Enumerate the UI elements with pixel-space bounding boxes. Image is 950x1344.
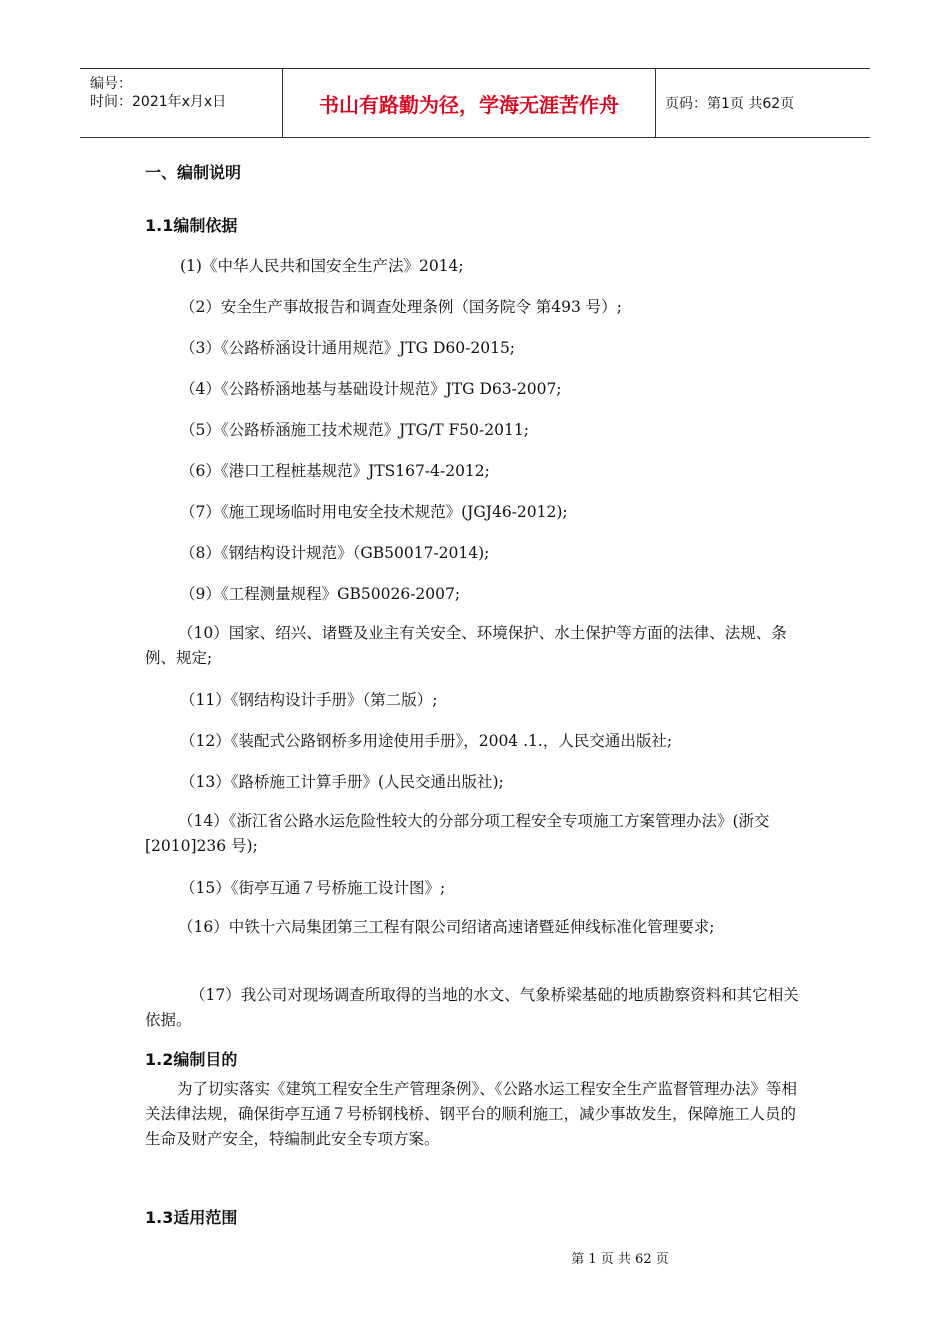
basis-item: （17）我公司对现场调查所取得的当地的水文、气象桥梁基础的地质勘察资料和其它相关依据。 xyxy=(145,986,799,1029)
basis-item: （16）中铁十六局集团第三工程有限公司绍诸高速诸暨延伸线标准化管理要求; xyxy=(178,918,715,936)
basis-item: （12）《装配式公路钢桥多用途使用手册》，2004 .1.，人民交通出版社; xyxy=(180,732,673,750)
basis-item: （15）《街亭互通７号桥施工设计图》; xyxy=(180,879,446,897)
header-page-info: 页码：第1页 共62页 xyxy=(665,96,795,112)
basis-item: （13）《路桥施工计算手册》(人民交通出版社); xyxy=(180,773,504,791)
basis-item: （10）国家、绍兴、诸暨及业主有关安全、环境保护、水土保护等方面的法律、法规、条例、规定; xyxy=(145,624,787,667)
basis-item: （7）《施工现场临时用电安全技术规范》(JGJ46-2012); xyxy=(180,503,568,521)
basis-item: （5）《公路桥涵施工技术规范》JTG/T F50-2011; xyxy=(180,421,529,439)
basis-item: （11）《钢结构设计手册》（第二版）; xyxy=(180,691,438,709)
page-footer: 第 1 页 共 62 页 xyxy=(571,1252,669,1267)
page-header xyxy=(80,68,870,138)
header-motto: 书山有路勤为径，学海无涯苦作舟 xyxy=(282,69,656,137)
basis-item: （9）《工程测量规程》GB50026-2007; xyxy=(180,585,461,603)
basis-item: （2）安全生产事故报告和调查处理条例（国务院令 第493 号）; xyxy=(180,298,623,316)
basis-item: （14）《浙江省公路水运危险性较大的分部分项工程安全专项施工方案管理办法》(浙交[2010]236 号); xyxy=(145,812,770,855)
document-number-label: 编号： xyxy=(90,76,132,92)
section-heading: 一、编制说明 xyxy=(145,163,242,182)
basis-item: （6）《港口工程桩基规范》JTS167-4-2012; xyxy=(180,462,490,480)
header-meta xyxy=(80,69,282,137)
basis-item: （4）《公路桥涵地基与基础设计规范》JTG D63-2007; xyxy=(180,380,562,398)
subsection-heading-purpose: 1.2编制目的 xyxy=(145,1050,238,1069)
document-date: 时间：2021年x月x日 xyxy=(90,94,227,110)
purpose-paragraph: 为了切实落实《建筑工程安全生产管理条例》、《公路水运工程安全生产监督管理办法》等相关法律法规，确保街亭互通７号桥钢栈桥、钢平台的顺利施工，减少事故发生，保障施工人员的生命及财产安全，特编制此安全专项方案。 xyxy=(145,1080,798,1148)
basis-item: （8）《钢结构设计规范》（GB50017-2014); xyxy=(180,544,490,562)
basis-item: （3）《公路桥涵设计通用规范》JTG D60-2015; xyxy=(180,339,516,357)
subsection-heading-scope: 1.3适用范围 xyxy=(145,1208,238,1227)
subsection-heading-basis: 1.1编制依据 xyxy=(145,216,238,235)
basis-item: (1)《中华人民共和国安全生产法》2014; xyxy=(180,257,464,275)
